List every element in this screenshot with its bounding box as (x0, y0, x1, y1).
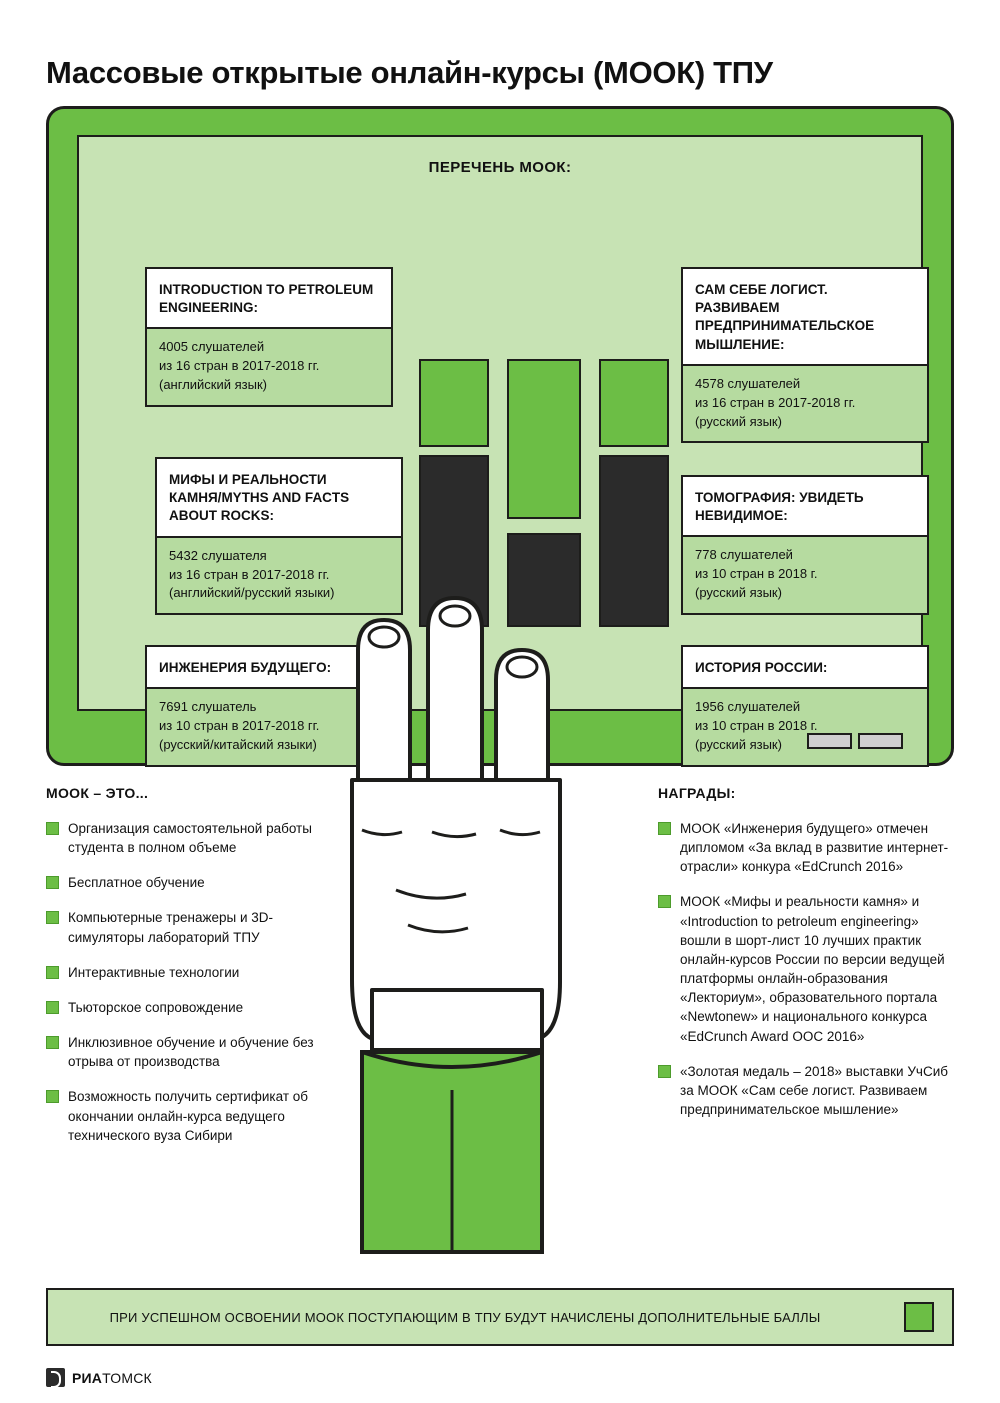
page-title: Массовые открытые онлайн-курсы (МООК) ТПУ (46, 54, 773, 90)
course-countries: из 10 стран в 2018 г. (695, 566, 818, 582)
list-item: МООК «Мифы и реальности камня» и «Introduction to petroleum engineering» вошли в шорт-лист 10 лучших практик онлайн-курсов России по версии ведущей платформы онлайн-образования «Лекториум», образовательного портала «Newtonew» и национального конкурса «EdCrunch Award ООС 2016» (658, 892, 958, 1045)
logo-text (72, 1370, 152, 1386)
list-item: Инклюзивное обучение и обучение без отрыва от производства (46, 1033, 346, 1071)
course-name: САМ СЕБЕ ЛОГИСТ. РАЗВИВАЕМ ПРЕДПРИНИМАТЕЛЬСКОЕ МЫШЛЕНИЕ: (683, 269, 927, 364)
list-item: Бесплатное обучение (46, 873, 346, 892)
course-stats (147, 327, 391, 405)
monitor-button-1 (807, 733, 852, 749)
logo-mark-icon (46, 1368, 65, 1387)
course-language: (русский язык) (695, 413, 782, 429)
course-language: (английский/русский языки) (169, 585, 335, 601)
logo-text-bold: РИА (72, 1369, 103, 1386)
course-students: 5432 слушателя (169, 547, 267, 563)
ria-tomsk-logo (46, 1368, 152, 1387)
courses-list-heading: ПЕРЕЧЕНЬ МООК: (428, 159, 572, 176)
decor-block-green-3 (599, 359, 669, 447)
course-countries: из 10 стран в 2018 г. (695, 718, 818, 734)
list-item: «Золотая медаль – 2018» выставки УчСиб за МООК «Сам себе логист. Развиваем предпринимательское мышление» (658, 1062, 958, 1119)
logo-text-thin: ТОМСК (102, 1369, 152, 1386)
course-language: (русский язык) (695, 736, 782, 752)
course-stats (683, 687, 927, 765)
course-students: 4578 слушателей (695, 375, 801, 391)
footer-banner (46, 1288, 954, 1346)
course-name: ТОМОГРАФИЯ: УВИДЕТЬ НЕВИДИМОЕ: (683, 477, 927, 535)
course-language: (русский/китайский языки) (159, 736, 317, 752)
course-students: 7691 слушатель (159, 699, 257, 715)
list-item: Организация самостоятельной работы студента в полном объеме (46, 819, 346, 857)
course-students: 778 слушателей (695, 547, 793, 563)
course-stats (683, 364, 927, 442)
awards-heading: НАГРАДЫ: (658, 785, 736, 801)
decor-block-green-1 (419, 359, 489, 447)
course-students: 4005 слушателей (159, 339, 265, 355)
course-name: МИФЫ И РЕАЛЬНОСТИ КАМНЯ/MYTHS AND FACTS ABOUT ROCKS: (157, 459, 401, 536)
monitor-button-2 (858, 733, 903, 749)
course-countries: из 16 стран в 2017-2018 гг. (695, 394, 856, 410)
course-name: ИСТОРИЯ РОССИИ: (683, 647, 927, 687)
course-language: (русский язык) (695, 585, 782, 601)
list-item: Интерактивные технологии (46, 963, 346, 982)
course-name: INTRODUCTION TO PETROLEUM ENGINEERING: (147, 269, 391, 327)
course-card (145, 267, 393, 407)
course-language: (английский язык) (159, 377, 267, 393)
course-countries: из 16 стран в 2017-2018 гг. (159, 358, 320, 374)
list-item: Компьютерные тренажеры и 3D-симуляторы лабораторий ТПУ (46, 908, 346, 946)
awards-section (658, 785, 958, 1135)
course-students: 1956 слушателей (695, 699, 801, 715)
banner-accent-square (904, 1302, 934, 1332)
awards-list (658, 819, 958, 1119)
decor-block-green-2 (507, 359, 581, 519)
list-item: Тьюторское сопровождение (46, 998, 346, 1017)
hand-illustration (300, 530, 660, 1270)
about-heading: МООК – ЭТО... (46, 785, 149, 801)
list-item: МООК «Инженерия будущего» отмечен дипломом «За вклад в развитие интернет-отрасли» конкура «EdCrunch 2016» (658, 819, 958, 876)
course-name: ИНЖЕНЕРИЯ БУДУЩЕГО: (147, 647, 391, 687)
course-stats (683, 535, 927, 613)
course-card (681, 475, 929, 615)
banner-text: ПРИ УСПЕШНОМ ОСВОЕНИИ МООК ПОСТУПАЮЩИМ В ТПУ БУДУТ НАЧИСЛЕНЫ ДОПОЛНИТЕЛЬНЫЕ БАЛЛЫ (109, 1309, 821, 1325)
course-countries: из 10 стран в 2017-2018 гг. (159, 718, 320, 734)
monitor-buttons (807, 733, 903, 749)
course-card (681, 267, 929, 443)
list-item: Возможность получить сертификат об окончании онлайн-курса ведущего технического вуза Сибири (46, 1087, 346, 1144)
course-countries: из 16 стран в 2017-2018 гг. (169, 566, 330, 582)
